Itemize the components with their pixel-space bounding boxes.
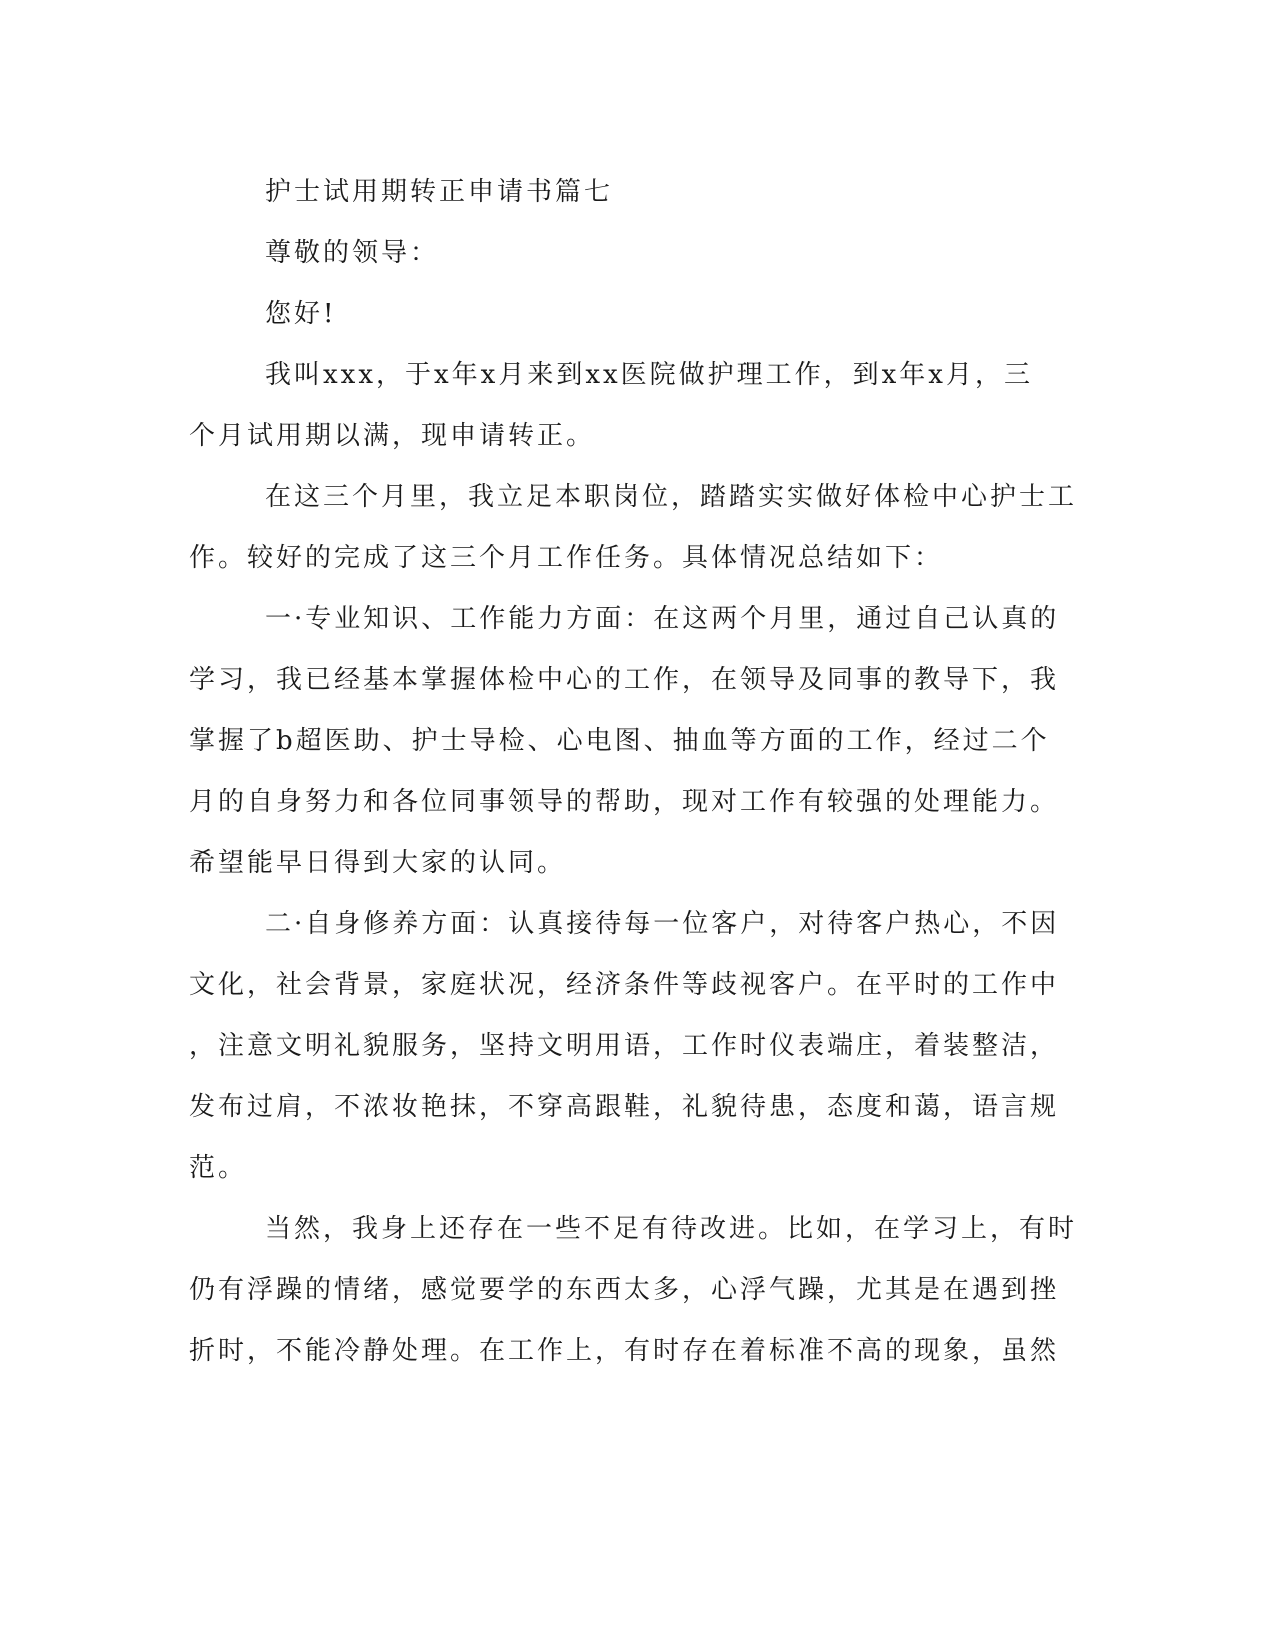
text-line: 希望能早日得到大家的认同。 [189, 848, 567, 878]
text-line: 个月试用期以满，现申请转正。 [189, 421, 596, 451]
text-line: 当然，我身上还存在一些不足有待改进。比如，在学习上，有时 [265, 1214, 1078, 1244]
salutation: 尊敬的领导： [265, 238, 440, 268]
text-line: 一·专业知识、工作能力方面：在这两个月里，通过自己认真的 [265, 604, 1060, 634]
text-line: 掌握了b超医助、护士导检、心电图、抽血等方面的工作，经过二个 [189, 726, 1050, 756]
text-line: 学习，我已经基本掌握体检中心的工作，在领导及同事的教导下，我 [189, 665, 1060, 695]
text-line: 折时，不能冷静处理。在工作上，有时存在着标准不高的现象，虽然 [189, 1336, 1060, 1366]
document-body [189, 162, 1089, 1382]
document-title: 护士试用期转正申请书篇七 [265, 177, 614, 207]
text-line: 二·自身修养方面：认真接待每一位客户，对待客户热心，不因 [265, 909, 1060, 939]
text-line: 发布过肩，不浓妆艳抹，不穿高跟鞋，礼貌待患，态度和蔼，语言规 [189, 1092, 1060, 1122]
text-line: 文化，社会背景，家庭状况，经济条件等歧视客户。在平时的工作中 [189, 970, 1060, 1000]
text-line: 在这三个月里，我立足本职岗位，踏踏实实做好体检中心护士工 [265, 482, 1078, 512]
text-line: 范。 [189, 1153, 248, 1183]
text-line: 作。较好的完成了这三个月工作任务。具体情况总结如下： [189, 543, 944, 573]
text-line: 月的自身努力和各位同事领导的帮助，现对工作有较强的处理能力。 [189, 787, 1060, 817]
greeting: 您好! [265, 299, 337, 329]
text-line: ，注意文明礼貌服务，坚持文明用语，工作时仪表端庄，着装整洁， [189, 1031, 1060, 1061]
text-line: 我叫xxx，于x年x月来到xx医院做护理工作，到x年x月，三 [265, 360, 1033, 390]
text-line: 仍有浮躁的情绪，感觉要学的东西太多，心浮气躁，尤其是在遇到挫 [189, 1275, 1060, 1305]
